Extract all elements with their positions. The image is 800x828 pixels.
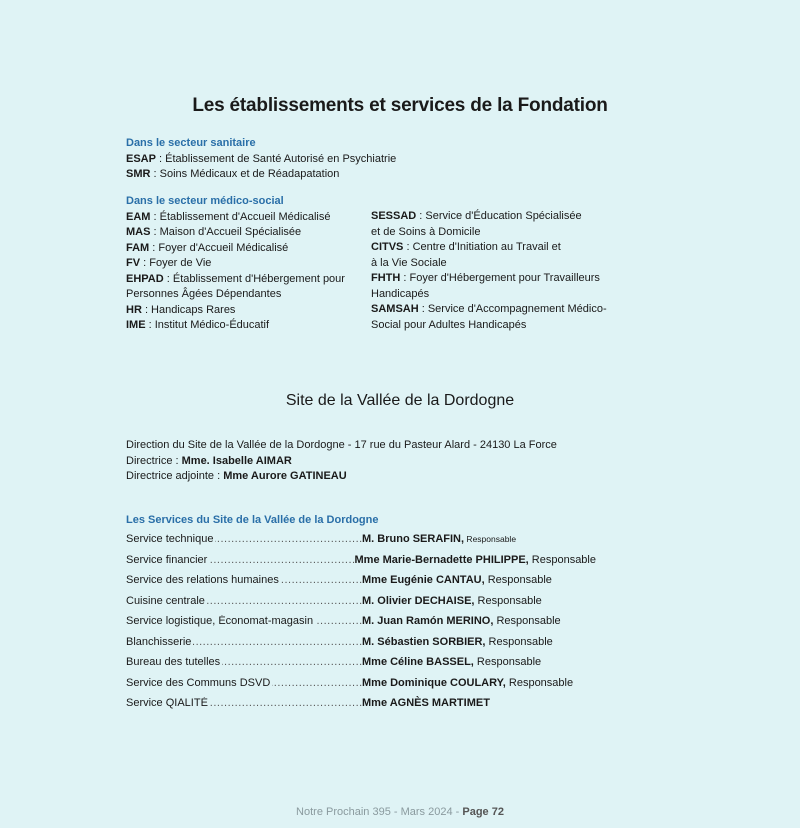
list-item: SESSAD : Service d'Éducation Spécialisée: [371, 210, 582, 222]
table-row: [126, 554, 596, 575]
direction-block: [126, 438, 557, 485]
service-person: Mme Dominique COULARY, Responsable: [362, 676, 574, 689]
list-item: EAM : Établissement d'Accueil Médicalisé: [126, 210, 331, 223]
medico-section-right: [371, 209, 607, 333]
list-item: FV : Foyer de Vie: [126, 257, 212, 269]
service-person: Mme Marie-Bernadette PHILIPPE, Responsable: [354, 553, 596, 566]
table-row: [126, 615, 596, 636]
service-person: M. Juan Ramón MERINO, Responsable: [362, 615, 561, 627]
deputy-director-line: Directrice adjointe : Mme Aurore GATINEAU: [126, 470, 347, 482]
list-item: SAMSAH : Service d'Accompagnement Médico-: [371, 303, 607, 315]
list-item: FHTH : Foyer d'Hébergement pour Travailleurs: [371, 272, 600, 284]
page-title: Les établissements et services de la Fondation: [192, 95, 608, 116]
list-item: à la Vie Sociale: [371, 256, 447, 269]
table-row: [126, 636, 596, 657]
service-person: Mme AGNÈS MARTIMET: [362, 697, 490, 709]
table-row: [126, 656, 596, 677]
service-name: Service technique: [126, 533, 214, 545]
medico-section-left: [126, 194, 345, 334]
list-item: ESAP : Établissement de Santé Autorisé en Psychiatrie: [126, 152, 397, 165]
service-name: Service financier: [126, 553, 208, 566]
list-item: Social pour Adultes Handicapés: [371, 318, 527, 331]
medico-heading: Dans le secteur médico-social: [126, 195, 284, 207]
footer-text: Notre Prochain 395 - Mars 2024 -: [296, 806, 463, 818]
sanitaire-heading: Dans le secteur sanitaire: [126, 137, 256, 149]
list-item: FAM : Foyer d'Accueil Médicalisé: [126, 241, 289, 254]
service-name: Bureau des tutelles: [126, 656, 221, 668]
service-person: Mme Eugénie CANTAU, Responsable: [362, 574, 552, 586]
service-name: Service logistique, Économat-magasin: [126, 615, 314, 627]
service-person: M. Sébastien SORBIER, Responsable: [362, 635, 553, 648]
list-item: EHPAD : Établissement d'Hébergement pour: [126, 272, 345, 285]
table-row: [126, 533, 596, 554]
director-line: Directrice : Mme. Isabelle AIMAR: [126, 454, 292, 467]
table-row: [126, 574, 596, 595]
service-person: M. Olivier DECHAISE, Responsable: [362, 594, 542, 607]
site-address: Direction du Site de la Vallée de la Dordogne - 17 rue du Pasteur Alard - 24130 La Force: [126, 439, 557, 451]
list-item: SMR : Soins Médicaux et de Réadapatation: [126, 168, 340, 180]
table-row: [126, 677, 596, 698]
sanitaire-section: [126, 136, 396, 183]
service-person: Mme Céline BASSEL, Responsable: [362, 656, 542, 668]
services-list: [126, 533, 596, 718]
site-title: Site de la Vallée de la Dordogne: [285, 392, 515, 409]
list-item: Handicapés: [371, 287, 430, 300]
service-name: Service des relations humaines: [126, 574, 279, 586]
list-item: HR : Handicaps Rares: [126, 303, 236, 316]
service-name: Cuisine centrale: [126, 594, 205, 607]
service-person: M. Bruno SERAFIN, Responsable: [362, 533, 517, 545]
list-item: Personnes Âgées Dépendantes: [126, 288, 282, 300]
list-item: et de Soins à Domicile: [371, 225, 481, 238]
service-name: Blanchisserie: [126, 635, 192, 648]
services-heading: Les Services du Site de la Vallée de la Dordogne: [126, 514, 379, 526]
list-item: IME : Institut Médico-Éducatif: [126, 319, 270, 331]
service-name: Service QIALITÉ: [126, 697, 208, 709]
list-item: MAS : Maison d'Accueil Spécialisée: [126, 226, 302, 238]
table-row: [126, 697, 596, 718]
page-number: Page 72: [462, 806, 504, 818]
list-item: CITVS : Centre d'Initiation au Travail et: [371, 241, 561, 253]
page-footer: [0, 806, 800, 818]
table-row: [126, 595, 596, 616]
service-name: Service des Communs DSVD: [126, 676, 271, 689]
